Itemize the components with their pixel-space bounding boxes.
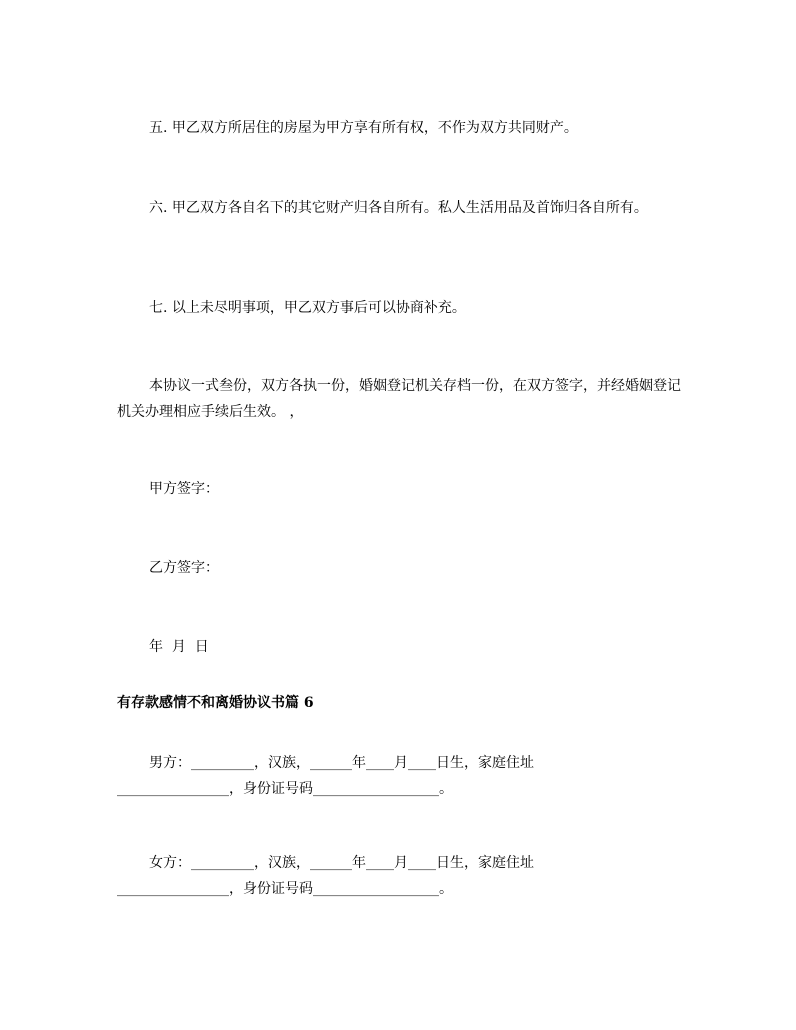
party-a-signature: 甲方签字：: [149, 481, 219, 497]
male-info-line-2: ________________，身份证号码__________________。: [117, 781, 453, 797]
party-b-signature: 乙方签字：: [149, 560, 219, 576]
male-info-line-1: 男方：_________，汉族，______年____月____日生，家庭住址: [149, 755, 534, 771]
female-party-info: [117, 850, 687, 902]
closing-paragraph: 本协议一式叁份，双方各执一份，婚姻登记机关存档一份，在双方签字，并经婚姻登记机关办理相应手续后生效。 ，: [117, 378, 681, 420]
clause-seven: 七. 以上未尽明事项，甲乙双方事后可以协商补充。: [149, 300, 466, 316]
female-info-line-2: ________________，身份证号码__________________。: [117, 881, 453, 897]
female-info-line-1: 女方：_________，汉族，______年____月____日生，家庭住址: [149, 855, 534, 871]
male-party-info: [117, 750, 687, 802]
clause-five: 五. 甲乙双方所居住的房屋为甲方享有所有权，不作为双方共同财产。: [149, 120, 578, 136]
clause-six: 六. 甲乙双方各自名下的其它财产归各自所有。私人生活用品及首饰归各自所有。: [149, 200, 648, 216]
section-heading: 有存款感情不和离婚协议书篇 6: [117, 695, 314, 711]
date-line: 年 月 日: [149, 639, 209, 655]
